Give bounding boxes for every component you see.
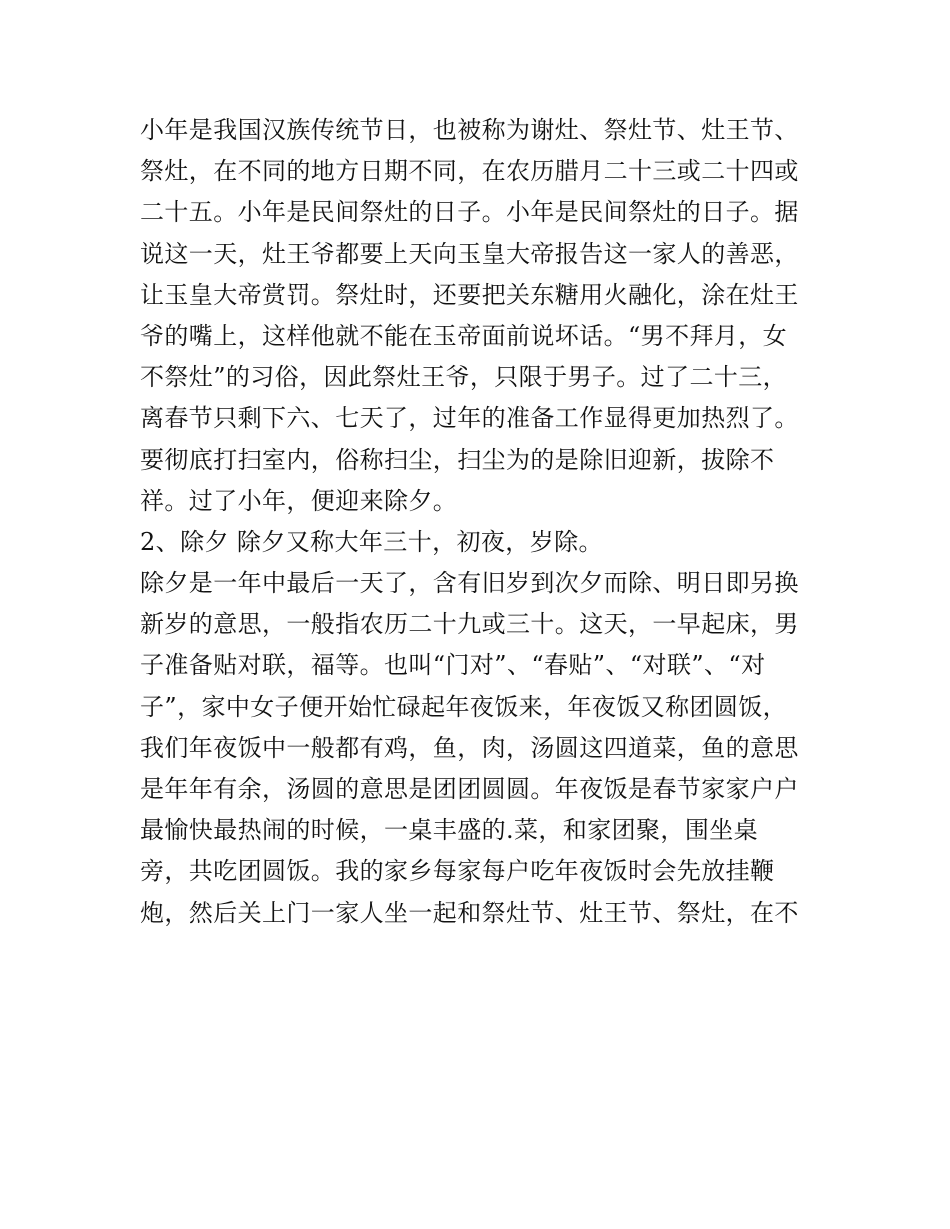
body-text	[140, 110, 820, 934]
text-line: 我们年夜饭中一般都有鸡，鱼，肉，汤圆这四道菜，鱼的意思	[140, 733, 799, 762]
text-line: 爷的嘴上，这样他就不能在玉帝面前说坏话。“男不拜月，女	[140, 321, 788, 350]
text-line: 不祭灶”的习俗，因此祭灶王爷，只限于男子。过了二十三，	[140, 363, 788, 392]
text-line: 子”，家中女子便开始忙碌起年夜饭来，年夜饭又称团圆饭，	[140, 692, 788, 721]
text-line: 小年是我国汉族传统节日，也被称为谢灶、祭灶节、灶王节、	[140, 116, 799, 144]
text-line: 炮，然后关上门一家人坐一起和祭灶节、灶王节、祭灶，在不	[140, 898, 799, 927]
section-heading: 2、除夕 除夕又称大年三十，初夜，岁除。	[140, 527, 603, 556]
text-line: 二十五。小年是民间祭灶的日子。小年是民间祭灶的日子。据	[140, 198, 799, 227]
text-line: 让玉皇大帝赏罚。祭灶时，还要把关东糖用火融化，涂在灶王	[140, 280, 799, 309]
text-line: 要彻底打扫室内，俗称扫尘，扫尘为的是除旧迎新，拔除不	[140, 445, 775, 474]
text-line: 旁，共吃团圆饭。我的家乡每家每户吃年夜饭时会先放挂鞭	[140, 857, 775, 886]
text-line: 说这一天，灶王爷都要上天向玉皇大帝报告这一家人的善恶，	[140, 239, 799, 268]
text-line: 除夕是一年中最后一天了，含有旧岁到次夕而除、明日即另换	[140, 569, 799, 598]
text-line: 新岁的意思，一般指农历二十九或三十。这天，一早起床，男	[140, 610, 799, 639]
text-line: 祥。过了小年，便迎来除夕。	[140, 486, 458, 515]
text-line: 最愉快最热闹的时候，一桌丰盛的.菜，和家团聚，围坐桌	[140, 816, 759, 845]
text-line: 祭灶，在不同的地方日期不同，在农历腊月二十三或二十四或	[140, 157, 799, 186]
text-line: 是年年有余，汤圆的意思是团团圆圆。年夜饭是春节家家户户	[140, 775, 799, 803]
text-line: 子准备贴对联，福等。也叫“门对”、“春贴”、“对联”、“对	[140, 651, 766, 680]
text-line: 离春节只剩下六、七天了，过年的准备工作显得更加热烈了。	[140, 404, 799, 433]
